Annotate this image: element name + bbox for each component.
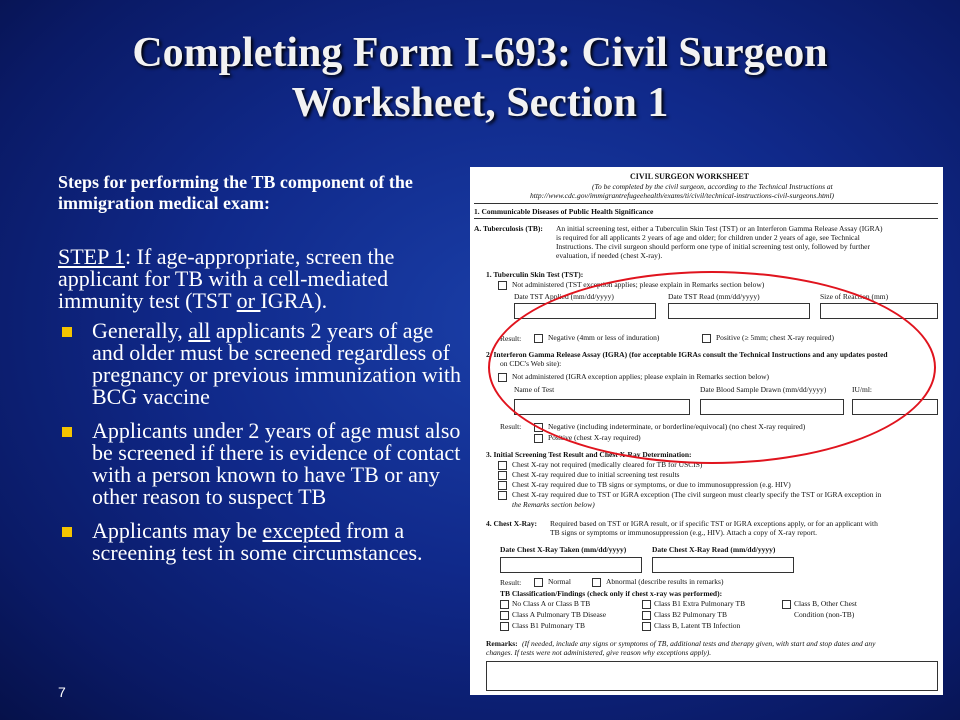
section1-heading: 1. Communicable Diseases of Public Health Significance xyxy=(474,207,654,216)
divider xyxy=(474,218,938,219)
tb-text-line: evaluation, if needed (chest X-ray). xyxy=(556,251,663,260)
igra-heading-cont: on CDC's Web site): xyxy=(500,359,562,368)
tst-positive-label: Positive (≥ 5mm; chest X-ray required) xyxy=(716,333,835,342)
divider xyxy=(474,203,938,204)
xray-read-label: Date Chest X-Ray Read (mm/dd/yyyy) xyxy=(652,545,776,554)
tst-heading: 1. Tuberculin Skin Test (TST): xyxy=(486,270,584,279)
tb-label: A. Tuberculosis (TB): xyxy=(474,224,543,233)
classification-checkbox[interactable] xyxy=(500,600,509,609)
bullet-list xyxy=(58,320,468,564)
classification-label: No Class A or Class B TB xyxy=(512,599,591,608)
classification-checkbox[interactable] xyxy=(782,600,791,609)
tst-date-read-label: Date TST Read (mm/dd/yyyy) xyxy=(668,292,760,301)
xray-taken-label: Date Chest X-Ray Taken (mm/dd/yyyy) xyxy=(500,545,627,554)
step1-label: STEP 1 xyxy=(58,244,126,269)
igra-date-label: Date Blood Sample Drawn (mm/dd/yyyy) xyxy=(700,385,827,394)
classification-label: Class B, Other Chest xyxy=(794,599,857,608)
chest-xray-label: 4. Chest X-Ray: xyxy=(486,519,538,528)
initial-item-label-cont: the Remarks section below) xyxy=(512,500,595,509)
classification-label: Class B1 Pulmonary TB xyxy=(512,621,585,630)
tst-negative-label: Negative (4mm or less of induration) xyxy=(548,333,660,342)
bullet-text-end: from a screening test in some circumstances. xyxy=(92,518,423,565)
step1-or: or xyxy=(236,288,261,313)
tb-classification-heading: TB Classification/Findings (check only if chest x-ray was performed): xyxy=(500,589,723,598)
slide-title: Completing Form I-693: Civil Surgeon Worksheet, Section 1 xyxy=(132,30,828,126)
tst-date-applied-label: Date TST Applied (mm/dd/yyyy) xyxy=(514,292,614,301)
initial-item-label: Chest X-ray required due to TST or IGRA exception (The civil surgeon must clearly specify the TST or IGRA exception in xyxy=(512,490,882,499)
bullet-underlined: all xyxy=(188,318,211,343)
xray-normal-checkbox[interactable] xyxy=(534,578,543,587)
steps-heading: Steps for performing the TB component of the immigration medical exam: xyxy=(58,172,413,213)
initial-item-label: Chest X-ray required due to TB signs or symptoms, or due to immunosuppression (e.g. HIV) xyxy=(512,480,791,489)
bullet-text: Applicants under 2 years of age must also be screened if there is evidence of contact with a person known to have TB or any other reason to suspect TB xyxy=(92,418,461,509)
igra-not-administered-label: Not administered (IGRA exception applies; please explain in Remarks section below) xyxy=(512,372,770,381)
classification-label: Class A Pulmonary TB Disease xyxy=(512,610,607,619)
xray-result-label: Result: xyxy=(500,578,522,587)
bullet-text: Generally, xyxy=(92,318,189,343)
worksheet-title: CIVIL SURGEON WORKSHEET xyxy=(630,172,749,181)
tb-text-line: is required for all applicants 2 years of age and older; for children under 2 years of age, see Technical xyxy=(556,233,860,242)
classification-checkbox[interactable] xyxy=(500,611,509,620)
step1-paragraph xyxy=(58,246,468,312)
highlight-circle xyxy=(488,271,936,464)
bullet-square-icon xyxy=(62,527,72,537)
page-number: 7 xyxy=(58,684,66,700)
bullet-square-icon xyxy=(62,327,72,337)
xray-normal-label: Normal xyxy=(548,577,571,586)
initial-item-label: Chest X-ray required due to initial screening test results xyxy=(512,470,680,479)
classification-label-cont: Condition (non-TB) xyxy=(794,610,855,619)
classification-checkbox[interactable] xyxy=(642,611,651,620)
xray-abnormal-label: Abnormal (describe results in remarks) xyxy=(606,577,724,586)
bullet-square-icon xyxy=(62,427,72,437)
bullet-item xyxy=(58,520,468,564)
bullet-item xyxy=(58,320,468,408)
bullet-text: Applicants may be xyxy=(92,518,263,543)
bullet-underlined: excepted xyxy=(262,518,341,543)
classification-checkbox[interactable] xyxy=(642,600,651,609)
remarks-label: Remarks: xyxy=(486,639,518,648)
bullet-item xyxy=(58,420,468,508)
remarks-text: (If needed, include any signs or symptoms of TB, additional tests and therapy given, with start and stop dates and any xyxy=(522,639,876,648)
classification-label: Class B1 Extra Pulmonary TB xyxy=(654,599,746,608)
initial-item-checkbox[interactable] xyxy=(498,491,507,500)
chest-xray-text: Required based on TST or IGRA result, or if specific TST or IGRA exceptions apply, or for an applicant with xyxy=(550,519,878,528)
tb-text-line: Instructions. The civil surgeon should perform one type of initial screening test only, followed by further xyxy=(556,242,870,251)
igra-heading: 2. Interferon Gamma Release Assay (IGRA) (for acceptable IGRAs consult the Technical Instructions and any updates posted xyxy=(486,350,888,359)
xray-read-field[interactable] xyxy=(652,557,794,573)
chest-xray-text: TB signs or symptoms or immunosuppression (e.g., HIV). Attach a copy of X-ray report. xyxy=(550,528,818,537)
initial-item-checkbox[interactable] xyxy=(498,481,507,490)
igra-test-name-label: Name of Test xyxy=(514,385,555,394)
step1-text-b: IGRA). xyxy=(260,288,328,313)
initial-item-label: Chest X-ray not required (medically cleared for TB for USCIS) xyxy=(512,460,703,469)
igra-result-label: Result: xyxy=(500,422,522,431)
remarks-field[interactable] xyxy=(486,661,938,691)
igra-positive-checkbox[interactable] xyxy=(534,434,543,443)
initial-item-checkbox[interactable] xyxy=(498,461,507,470)
tst-not-administered-label: Not administered (TST exception applies; please explain in Remarks section below) xyxy=(512,280,765,289)
remarks-text: changes. If tests were not administered, give reason why exceptions apply). xyxy=(486,648,712,657)
initial-item-checkbox[interactable] xyxy=(498,471,507,480)
tst-not-administered-checkbox[interactable] xyxy=(498,281,507,290)
igra-positive-label: Positive (chest X-ray required) xyxy=(548,433,641,442)
classification-checkbox[interactable] xyxy=(642,622,651,631)
bullet-text-end: applicants 2 years of age and older must be screened regardless of pregnancy or previous immunization with BCG vaccine xyxy=(92,318,462,409)
classification-label: Class B2 Pulmonary TB xyxy=(654,610,727,619)
tst-size-label: Size of Reaction (mm) xyxy=(820,292,889,301)
tst-result-label: Result: xyxy=(500,334,522,343)
worksheet-subtitle: (To be completed by the civil surgeon, according to the Technical Instructions at xyxy=(592,182,833,191)
classification-label: Class B, Latent TB Infection xyxy=(654,621,741,630)
classification-checkbox[interactable] xyxy=(500,622,509,631)
initial-screening-heading: 3. Initial Screening Test Result and Chest X-Ray Determination: xyxy=(486,450,692,459)
step1-text-a: : If age-appropriate, screen the applicant for TB with a cell-mediated immunity test (TST xyxy=(58,244,395,313)
igra-iu-label: IU/ml: xyxy=(852,385,872,394)
tb-text-line: An initial screening test, either a Tuberculin Skin Test (TST) or an Interferon Gamma Release Assay (IGRA) xyxy=(556,224,883,233)
worksheet-url: http://www.cdc.gov/immigrantrefugeehealth/exams/ti/civil/technical-instructions-civil-surgeons.html) xyxy=(530,191,835,200)
left-text-panel xyxy=(58,172,468,576)
xray-taken-field[interactable] xyxy=(500,557,642,573)
igra-negative-label: Negative (including indeterminate, or borderline/equivocal) (no chest X-ray required) xyxy=(548,422,806,431)
xray-abnormal-checkbox[interactable] xyxy=(592,578,601,587)
